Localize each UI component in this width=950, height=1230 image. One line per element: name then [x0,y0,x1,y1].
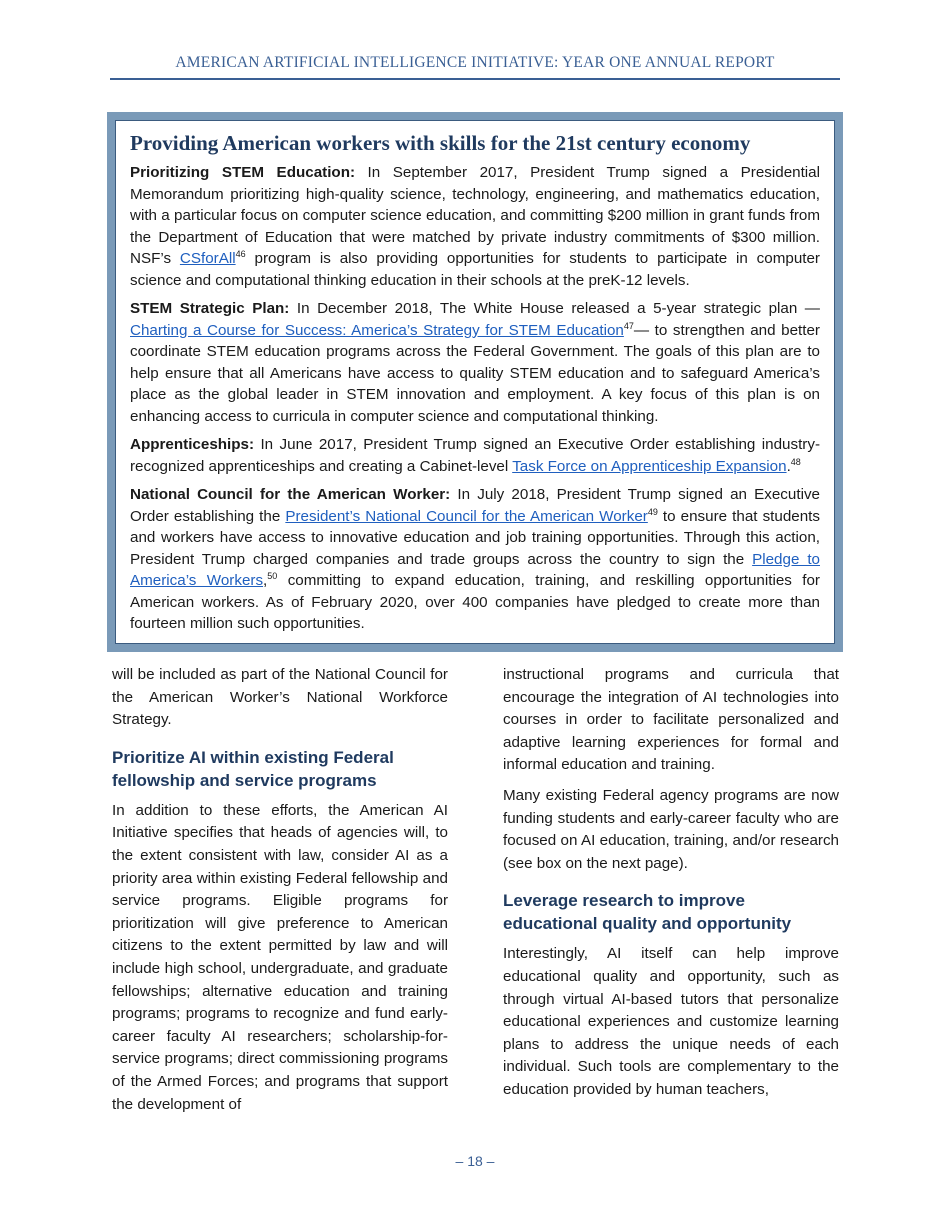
footnote-ref: 50 [267,570,278,581]
callout-title: Providing American workers with skills for the 21st century economy [130,131,751,155]
right-column [503,664,839,1110]
national-council-link[interactable]: President’s National Council for the American Worker [285,507,648,525]
paragraph-text: committing to expand education, training, and reskilling opportunities for American workers. As of February 2020, over 400 companies have pledged to create more than fourteen million such opportunities. [130,572,820,632]
paragraph-text: , [263,572,268,589]
callout-paragraph-stem-education [130,162,820,291]
body-paragraph: will be included as part of the National Council for the American Worker’s National Workforce Strategy. [112,666,448,729]
left-column [112,664,448,1124]
paragraph-text: — to strengthen and better coordinate STEM education programs across the Federal Government. The goals of this plan are to help ensure that all Americans have access to quality STEM education and to safeguard America’s place as the global leader in STEM innovation and employment. A key focus of this plan is on enhancing access to curricula in computer science and computational thinking. [130,321,820,425]
pledge-link[interactable]: Pledge to America’s Workers [130,550,820,589]
paragraph-text: In July 2018, President Trump signed an Executive Order establishing the [130,486,820,525]
callout-paragraph-apprenticeships [130,434,820,477]
paragraph-text: In June 2017, President Trump signed an Executive Order establishing industry-recognized apprenticeships and creating a Cabinet-level [130,436,820,475]
section-heading-fellowship: Prioritize AI within existing Federal fellowship and service programs [112,747,394,790]
callout-box [107,112,843,652]
footnote-ref: 47 [623,320,634,331]
paragraph-label: STEM Strategic Plan: [130,300,290,317]
page-number: – 18 – [455,1153,495,1169]
paragraph-label: Apprenticeships: [130,436,255,453]
body-paragraph: Many existing Federal agency programs are now funding students and early-career faculty who are focused on AI education, training, and/or research (see box on the next page). [503,786,839,872]
footnote-ref: 46 [235,248,246,259]
paragraph-label: Prioritizing STEM Education: [130,164,356,181]
callout-paragraph-stem-strategic-plan [130,298,820,427]
body-paragraph: instructional programs and curricula that encourage the integration of AI technologies into courses in order to facilitate personalized and adaptive learning experiences for formal and informal education and training. [503,666,839,774]
paragraph-label: National Council for the American Worker: [130,486,451,503]
apprenticeship-task-force-link[interactable]: Task Force on Apprenticeship Expansion [512,457,787,475]
body-paragraph: In addition to these efforts, the American AI Initiative specifies that heads of agencies will, to the extent consistent with law, consider AI as a priority area within existing Federal fellowship and service programs. Eligible programs for prioritization will give preference to American citizens to the extent permitted by law and will include high school, undergraduate, and graduate fellowships; alternative education and training programs; programs to recognize and fund early-career faculty AI researchers; scholarship-for-service programs; direct commissioning programs of the Armed Forces; and programs that support the development of [112,801,448,1113]
footnote-ref: 49 [647,506,658,517]
paragraph-text: program is also providing opportunities for students to participate in computer science and computational thinking education in their schools at the preK-12 levels. [130,250,820,289]
body-paragraph: Interestingly, AI itself can help improve educational quality and opportunity, such as through virtual AI-based tutors that personalize educational experiences and customize learning plans to address the unique needs of each individual. Such tools are complementary to the education provided by human teachers, [503,945,839,1098]
paragraph-text: In September 2017, President Trump signed a Presidential Memorandum prioritizing high-quality science, technology, engineering, and mathematics education, with a particular focus on computer science education, and committing $200 million in grant funds from the Department of Education that were matched by private industry commitments of $300 million. NSF’s [130,164,820,267]
running-header: AMERICAN ARTIFICIAL INTELLIGENCE INITIATIVE: YEAR ONE ANNUAL REPORT [110,54,840,80]
section-heading-leverage-research: Leverage research to improve educational quality and opportunity [503,891,792,934]
paragraph-text: to ensure that students and workers have access to innovative education and job training opportunities. Through this action, President Trump charged companies and trade groups across the country to sign the [130,507,820,568]
footnote-ref: 48 [790,456,801,467]
paragraph-text: In December 2018, The White House released a 5-year strategic plan — [289,300,820,317]
callout-inner [115,120,835,644]
stem-strategy-link[interactable]: Charting a Course for Success: America’s Strategy for STEM Education [130,321,624,339]
paragraph-text: . [786,457,791,475]
callout-paragraph-national-council [130,484,820,635]
csforall-link[interactable]: CSforAll [179,250,236,267]
